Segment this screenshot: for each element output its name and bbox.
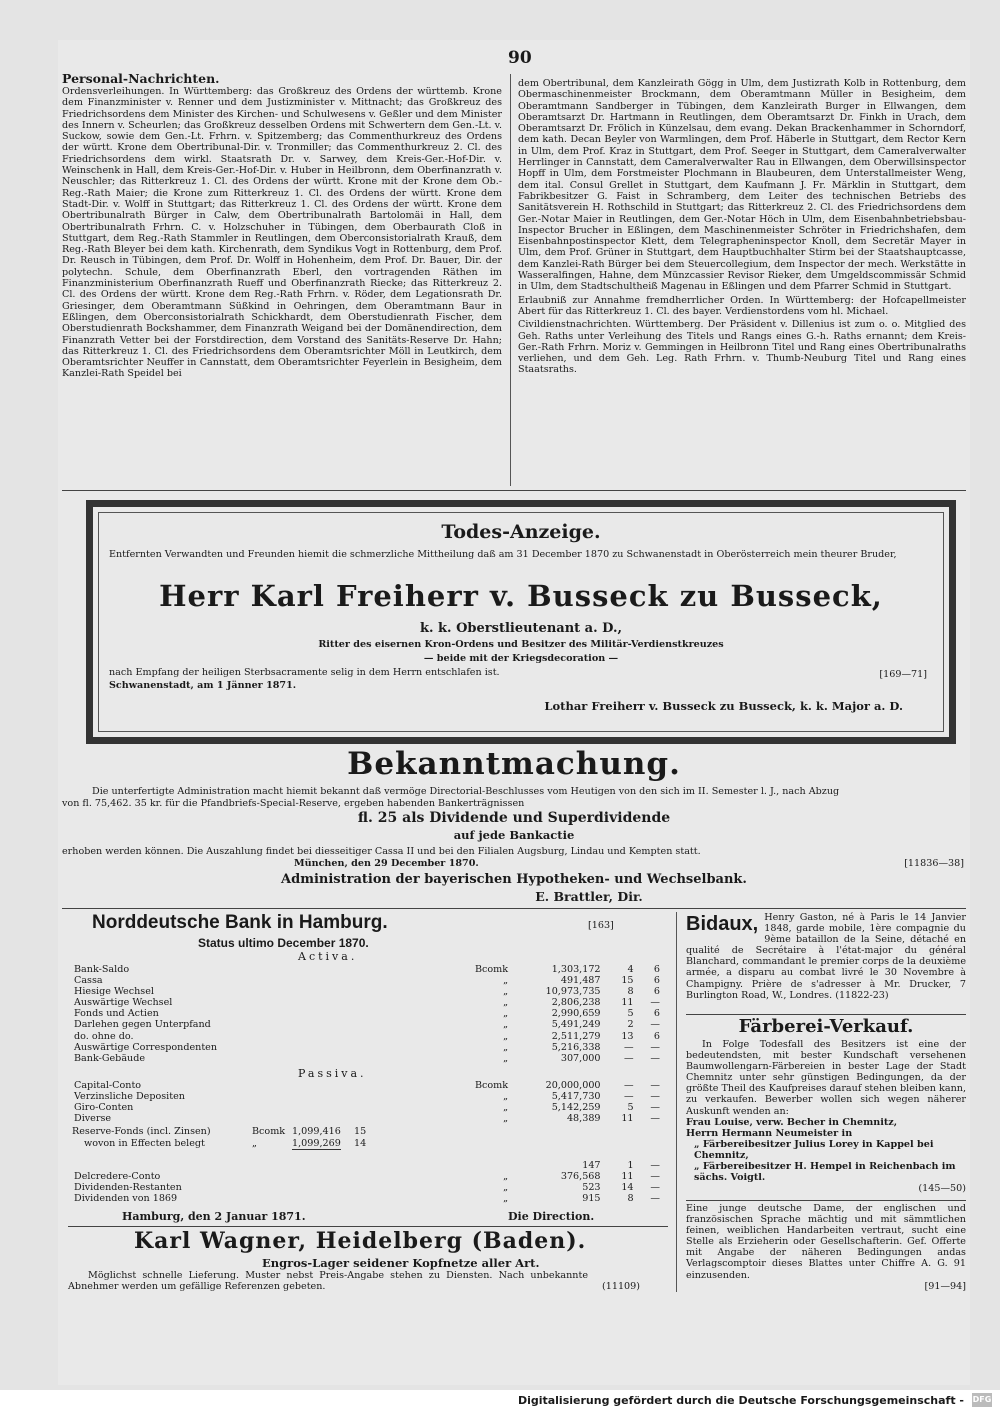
bekanntmachung-title: Bekanntmachung. bbox=[347, 746, 681, 782]
cell-p: — bbox=[650, 1102, 660, 1114]
bekanntmachung-line2: von fl. 75,462. 35 kr. für die Pfandbriefs-Special-Reserve, ergeben habenden Bankerträgnissen bbox=[62, 798, 525, 809]
cell-s: 5 bbox=[627, 1102, 634, 1114]
passiva-table bbox=[72, 1080, 662, 1124]
cell-v: 1,303,172 bbox=[551, 964, 601, 975]
personal-column-left bbox=[62, 72, 502, 486]
deceased-name: Herr Karl Freiherr v. Busseck zu Busseck, bbox=[159, 579, 883, 613]
faerberei-contact-4: „ Färbereibesitzer H. Hempel in Reichenbach im sächs. Voigtl. bbox=[694, 1161, 956, 1184]
death-ref: [169—71] bbox=[879, 669, 927, 680]
cell-v: 5,142,259 bbox=[551, 1102, 601, 1114]
cell-q: Bcomk bbox=[474, 1080, 509, 1091]
table-row bbox=[72, 1171, 662, 1182]
cell-label: Auswärtige Correspondenten bbox=[74, 1041, 218, 1053]
table-row bbox=[72, 1091, 662, 1102]
death-notice-title: Todes-Anzeige. bbox=[441, 521, 601, 543]
rest-table bbox=[72, 1160, 662, 1204]
faerberei-ref: (145—50) bbox=[918, 1183, 966, 1195]
rule-top bbox=[62, 490, 966, 491]
table-row bbox=[72, 1113, 662, 1124]
bekanntmachung-line1: Die unterfertigte Administration macht hiemit bekannt daß vermöge Directorial-Beschlusses vom Heutigen von den sich im II. Semester l. J., nach Abzug bbox=[92, 786, 840, 797]
cell-label: Verzinsliche Depositen bbox=[74, 1091, 185, 1103]
activa-heading: Activa. bbox=[298, 950, 358, 963]
cell-v: 2,990,659 bbox=[551, 1008, 601, 1020]
cell-v: 147 bbox=[582, 1160, 601, 1171]
dfg-logo: DFG bbox=[972, 1393, 992, 1407]
cell-p: — bbox=[650, 1052, 660, 1064]
cell-v: 491,487 bbox=[560, 975, 601, 987]
cell-q: „ bbox=[503, 1052, 509, 1064]
cell-s: 11 bbox=[621, 1113, 634, 1125]
bekanntmachung-line3: erhoben werden können. Die Auszahlung findet bei diesseitiger Cassa II und bei den Filialen Augsburg, Lindau und Kempten statt. bbox=[62, 846, 701, 857]
personal-text-right: dem Obertribunal, dem Kanzleirath Gögg in Ulm, dem Justizrath Kolb in Rottenburg, dem Obermaschinenmeister Brockmann, dem Oberamtmann Müller in Besigheim, dem Oberamtmann Sandberger in Tübingen, dem Kanzleirath Burger in Ellwangen, dem Oberamtsarzt Dr. Hartmann in Reutlingen, dem Oberamtsarzt Dr. Finkh in Urach, dem Oberamtsarzt Dr. Frölich in Künzelsau, dem evang. Dekan Brackenhammer in Schorndorf, dem kath. Decan Beyler von Warmlingen, dem Prof. Häberle in Stuttgart, dem Rector Kern in Ulm, dem Prof. Kraz in Stuttgart, dem Prof. Seeger in Stuttgart, dem Cameralverwalter Herrlinger in Cannstatt, dem Cameralverwalter Rau in Ellwangen, dem Oberwillsinspector Hopff in Ulm, dem Forstmeister Plochmann in Blaubeuren, dem Unterstallmeister Weng, dem ital. Consul Grellet in Stuttgart, dem Kaufmann J. Fr. Märklin in Stuttgart, dem Fabrikbesitzer G. Faist in Schramberg, dem Leiter des technischen Betriebs des Sanitätsverein H. Rothschild in Stuttgart; das Ritterkreuz 2. Cl. des Friedrichsordens dem Ger.-Notar Maier in Reutlingen, dem Ger.-Notar Höch in Ulm, dem Eisenbahnbetriebsbau-Inspector Brucher in Eßlingen, dem Maschinenmeister Schröter in Friedrichshafen, dem Eisenbahnpostinspector Klett, dem Telegrapheninspector Knoll, dem Secretär Mayer in Ulm, dem Prof. Grüner in Stuttgart, dem Hauptbuchhalter Stirm bei der Staatshauptcasse, dem Kanzlei-Rath Bürger bei dem Steuercollegium, dem Inspector der mech. Werkstätte in Wasseralfingen, Hahne, dem Münzcassier Revisor Rieker, dem Umgeldscommissär Schmid in Ulm, dem Stadtschultheiß Magenau in Eßlingen und dem Pfarrer Schmid in Stuttgart. bbox=[518, 78, 966, 293]
cell-v: 2,806,238 bbox=[551, 997, 601, 1009]
wovon-value: 1,099,269 bbox=[292, 1138, 341, 1149]
cell-s: 8 bbox=[627, 986, 634, 998]
rule-middle bbox=[62, 908, 966, 909]
table-row bbox=[72, 1182, 662, 1193]
dividend-amount: fl. 25 als Dividende und Superdividende bbox=[357, 810, 671, 826]
table-row bbox=[72, 1008, 662, 1019]
cell-s: 2 bbox=[627, 1019, 634, 1031]
right-column-divider bbox=[676, 912, 677, 1292]
personal-column-right bbox=[518, 78, 966, 486]
cell-label: Hiesige Wechsel bbox=[74, 986, 154, 998]
table-row bbox=[72, 975, 662, 986]
cell-label: Darlehen gegen Unterpfand bbox=[74, 1019, 211, 1031]
personal-text-left: Ordensverleihungen. In Württemberg: das Großkreuz des Ordens der württemb. Krone dem Finanzminister v. Renner und dem Justizminister v. Mittnacht; das Großkreuz des Friedrichsordens dem Minister des Kirchen- und Schulwesens v. Geßler und dem Minister des Innern v. Scheurlen; das Großkreuz desselben Ordens mit Schwertern dem Gen.-Lt. v. Suckow, sowie dem Gen.-Lt. Frhrn. v. Spitzemberg; das Commenthurkreuz des Ordens der württ. Krone dem Obertribunal-Dir. v. Tronmiller; das Commenthurkreuz 2. Cl. des Friedrichsordens dem wirkl. Staatsrath Dr. v. Sarwey, dem Kreis-Ger.-Hof-Dir. v. Weinschenk in Hall, dem Kreis-Ger.-Hof-Dir. v. Huber in Heilbronn, dem Oberfinanzrath v. Neuschler; das Ritterkreuz 1. Cl. des Ordens der württ. Krone mit der Krone dem Ob.-Reg.-Rath Maier; die Krone zum Ritterkreuz 1. Cl. des Ordens der württ. Krone dem Stadt-Dir. v. Wolff in Stuttgart; das Ritterkreuz 1. Cl. des Ordens der württ. Krone dem Obertribunalrath Bürger in Calw, dem Obertribunalrath Bartolomäi in Hall, dem Obertribunalrath Frhrn. C. v. Holzschuher in Tübingen, dem Oberbaurath Cloß in Stuttgart, dem Reg.-Rath Stammler in Reutlingen, dem Oberconsistorialrath Krauß, dem Reg.-Rath Bleyer bei dem kath. Kirchenrath, dem Syndikus Vogt in Rottenburg, dem Prof. Dr. Reusch in Tübingen, dem Prof. Dr. Wolff in Hohenheim, dem Prof. Dr. Bauer, Dir. der polytechn. Schule, dem Oberfinanzrath Eberl, den vortragenden Räthen im Finanzministerium Oberfinanzrath Rueff und Oberfinanzrath Riecke; das Ritterkreuz 2. Cl. des Ordens der württ. Krone dem Reg.-Rath Frhrn. v. Röder, dem Legationsrath Dr. Griesinger, dem Oberamtmann Süßkind in Oehringen, dem Oberamtmann Baur in Eßlingen, dem Oberconsistorialrath Schickhardt, dem Oberstudienrath Fischer, dem Oberstudienrath Bockshammer, dem Finanzrath Weigand bei der Domänendirection, dem Finanzrath Vetter bei der Forstdirection, dem Vorstand des Sanitäts-Reserve Dr. Hahn; das Ritterkreuz 1. Cl. des Friedrichsordens dem Oberamtsrichter Möll in Leutkirch, dem Oberamtsrichter Neuffer in Cannstatt, dem Oberamtsrichter Feyerlein in Besigheim, dem Kanzlei-Rath Speidel bei bbox=[62, 86, 502, 380]
bidaux-name: Bidaux, bbox=[686, 913, 759, 935]
cell-q: „ bbox=[503, 1091, 509, 1103]
cell-p: 6 bbox=[653, 1030, 660, 1042]
bank-status: Status ultimo December 1870. bbox=[198, 936, 369, 950]
faerberei-rule bbox=[686, 1200, 966, 1201]
cell-s: 11 bbox=[621, 1171, 634, 1183]
bank-statement bbox=[62, 910, 672, 1262]
erlaubnis-text: Erlaubniß zur Annahme fremdherrlicher Orden. In Württemberg: der Hofcapellmeister Abert für das Ritterkreuz 1. Cl. des bayer. Verdienstordens vom hl. Michael. bbox=[518, 294, 966, 317]
cell-q: „ bbox=[503, 1030, 509, 1042]
cell-p: — bbox=[650, 1113, 660, 1125]
cell-v: 20,000,000 bbox=[545, 1080, 601, 1091]
bank-ref: [163] bbox=[588, 920, 614, 931]
wagner-text: Möglichst schnelle Lieferung. Muster nebst Preis-Angabe stehen zu Diensten. Nach unbekannte Abnehmer werden um gefällige Referenzen gebeten. bbox=[68, 1270, 588, 1292]
cell-v: 376,568 bbox=[560, 1171, 601, 1183]
table-row bbox=[72, 1080, 662, 1091]
table-row bbox=[72, 1102, 662, 1113]
deceased-orders: Ritter des eisernen Kron-Ordens und Besitzer des Militär-Verdienstkreuzes bbox=[318, 639, 724, 650]
cell-label: Bank-Gebäude bbox=[74, 1052, 146, 1064]
cell-label: Giro-Conten bbox=[74, 1102, 134, 1114]
cell-label: Auswärtige Wechsel bbox=[74, 997, 173, 1009]
cell-p: 6 bbox=[653, 1008, 660, 1020]
faerberei-contact-2: Herrn Hermann Neumeister in bbox=[686, 1127, 853, 1139]
table-row bbox=[72, 986, 662, 997]
cell-q: „ bbox=[503, 1182, 509, 1194]
cell-s: 13 bbox=[621, 1030, 634, 1042]
bekanntmachung-ref: [11836—38] bbox=[904, 858, 964, 869]
cell-q: „ bbox=[503, 1041, 509, 1053]
table-row bbox=[72, 1042, 662, 1053]
reserve-unit: Bcomk bbox=[252, 1126, 286, 1137]
cell-q: „ bbox=[503, 1019, 509, 1031]
wovon-schilling: 14 bbox=[354, 1138, 367, 1149]
cell-label: Dividenden von 1869 bbox=[74, 1193, 178, 1205]
cell-s: 14 bbox=[621, 1182, 634, 1194]
cell-p: — bbox=[650, 1171, 660, 1183]
cell-s: — bbox=[623, 1041, 634, 1053]
bidaux-text: Henry Gaston, né à Paris le 14 Janvier 1848, garde mobile, 1ère compagnie du 9ème bataillon de la Seine, détaché en qualité de Secrétaire à l'état-major du général Blanchard, commandant le premier corps de la deuxième armée, a disparu au combat livré le 30 Novembre à Champigny. Prière de s'adresser à Mr. Drucker, 7 Burlington Road, W., Londres. bbox=[686, 912, 966, 1001]
cell-label: do. ohne do. bbox=[74, 1030, 134, 1042]
cell-p: 6 bbox=[653, 964, 660, 975]
cell-p: 6 bbox=[653, 986, 660, 998]
cell-p: — bbox=[650, 1182, 660, 1194]
cell-p: 6 bbox=[653, 975, 660, 987]
table-row bbox=[72, 997, 662, 1008]
cell-label bbox=[72, 1160, 297, 1171]
digitization-footer bbox=[0, 1390, 1000, 1413]
newspaper-page bbox=[58, 40, 970, 1385]
cell-s: 4 bbox=[627, 964, 634, 975]
wagner-title: Karl Wagner, Heidelberg (Baden). bbox=[134, 1228, 587, 1254]
death-notice-inner-frame bbox=[98, 512, 944, 732]
faerberei-contact-3: „ Färbereibesitzer Julius Lorey in Kappel bei Chemnitz, bbox=[694, 1138, 934, 1161]
bank-bottom-rule bbox=[68, 1226, 668, 1227]
bank-place-date: Hamburg, den 2 Januar 1871. bbox=[122, 1210, 306, 1223]
table-row bbox=[72, 1019, 662, 1030]
bekanntmachung-date: München, den 29 December 1870. bbox=[294, 858, 479, 869]
civil-text: Civildienstnachrichten. Württemberg. Der Präsident v. Dillenius ist zum o. o. Mitglied des Geh. Raths unter Verleihung des Titels und Rangs eines G.-h. Raths ernannt; dem Kreis-Ger.-Rath Frhrn. Moriz v. Gemmingen in Heilbronn Titel und Rang eines Obertribunalraths verliehen, und dem Geh. Leg. Rath Frhrn. v. Thumb-Neuburg Titel und Rang eines Staatsraths. bbox=[518, 319, 966, 376]
cell-label: Dividenden-Restanten bbox=[74, 1182, 182, 1194]
wovon-label: wovon in Effecten belegt bbox=[84, 1138, 205, 1149]
cell-label: Diverse bbox=[74, 1113, 112, 1125]
cell-p: — bbox=[650, 1080, 660, 1091]
bekanntmachung-director: E. Brattler, Dir. bbox=[535, 889, 643, 904]
cell-q: „ bbox=[503, 975, 509, 987]
activa-table bbox=[72, 964, 662, 1064]
table-row bbox=[72, 1160, 662, 1171]
cell-v: 10,973,735 bbox=[545, 986, 601, 998]
cell-p: — bbox=[650, 1041, 660, 1053]
cell-v: 48,389 bbox=[566, 1113, 601, 1125]
bank-title: Norddeutsche Bank in Hamburg. bbox=[92, 912, 388, 933]
cell-p: — bbox=[650, 1160, 660, 1171]
cell-s: 8 bbox=[627, 1193, 634, 1205]
cell-label: Capital-Conto bbox=[74, 1080, 142, 1091]
death-signature: Lothar Freiherr v. Busseck zu Busseck, k. k. Major a. D. bbox=[544, 699, 903, 713]
cell-q: „ bbox=[503, 1102, 509, 1114]
table-row bbox=[72, 1031, 662, 1042]
faerberei-contact-1: Frau Louise, verw. Becher in Chemnitz, bbox=[686, 1116, 898, 1128]
wagner-subtitle: Engros-Lager seidener Kopfnetze aller Art. bbox=[262, 1256, 540, 1270]
cell-v: 307,000 bbox=[560, 1052, 601, 1064]
deceased-rank: k. k. Oberstlieutenant a. D., bbox=[419, 621, 623, 636]
cell-label: Fonds und Actien bbox=[74, 1008, 159, 1020]
faerberei-title: Färberei-Verkauf. bbox=[738, 1016, 914, 1037]
cell-s: 11 bbox=[621, 997, 634, 1009]
cell-q: „ bbox=[503, 997, 509, 1009]
bidaux-rule bbox=[686, 1014, 966, 1015]
table-row bbox=[72, 1053, 662, 1064]
cell-q: „ bbox=[503, 1008, 509, 1020]
faerberei-text: In Folge Todesfall des Besitzers ist eine der bedeutendsten, mit bester Kundschaft versehenen Baumwollengarn-Färbereien in bester Lage der Stadt Chemnitz unter sehr günstigen Bedingungen, da der größte Theil des Kaufpreises darauf stehen bleiben kann, zu verkaufen. Bewerber wollen sich wegen näherer Auskunft wenden an: bbox=[686, 1039, 966, 1117]
cell-s: 1 bbox=[627, 1160, 634, 1171]
deceased-decoration: — beide mit der Kriegsdecoration — bbox=[423, 653, 619, 664]
cell-p: — bbox=[650, 1019, 660, 1031]
cell-s: — bbox=[623, 1052, 634, 1064]
passiva-heading: Passiva. bbox=[298, 1067, 367, 1080]
bidaux-advert bbox=[686, 912, 966, 1001]
cell-v: 5,216,338 bbox=[551, 1041, 601, 1053]
cell-q: „ bbox=[503, 1171, 509, 1183]
bekanntmachung-admin: Administration der bayerischen Hypotheken- und Wechselbank. bbox=[281, 872, 747, 887]
cell-v: 5,417,730 bbox=[551, 1091, 601, 1103]
cell-q bbox=[297, 1160, 511, 1171]
wagner-advert bbox=[62, 1228, 672, 1292]
footer-text: Digitalisierung gefördert durch die Deutsche Forschungsgemeinschaft - bbox=[517, 1394, 964, 1407]
cell-s: — bbox=[623, 1080, 634, 1091]
cell-q: „ bbox=[503, 1193, 509, 1205]
cell-p: — bbox=[650, 1091, 660, 1103]
cell-s: 15 bbox=[621, 975, 634, 987]
cell-label: Delcredere-Conto bbox=[74, 1171, 161, 1183]
cell-v: 523 bbox=[582, 1182, 601, 1194]
cell-v: 915 bbox=[582, 1193, 601, 1205]
wovon-unit: „ bbox=[252, 1138, 257, 1149]
cell-q: „ bbox=[503, 1113, 509, 1125]
dame-text: Eine junge deutsche Dame, der englischen und französischen Sprache mächtig und mit sämmtlichen feinen, weiblichen Handarbeiten vertraut, sucht eine Stelle als Erzieherin oder Gesellschafterin. Gef. Offerte mit Angabe der näheren Bedingungen andas Verlagscomptoir dieses Blattes unter Chiffre A. G. 91 einzusenden. bbox=[686, 1203, 966, 1281]
table-row bbox=[72, 1193, 662, 1204]
page-number: 90 bbox=[508, 48, 532, 68]
cell-s: — bbox=[623, 1091, 634, 1103]
cell-v: 2,511,279 bbox=[551, 1030, 601, 1042]
cell-q: „ bbox=[503, 986, 509, 998]
table-row bbox=[72, 964, 662, 975]
cell-label: Cassa bbox=[74, 975, 103, 987]
column-divider bbox=[510, 74, 511, 486]
death-notice-box bbox=[86, 500, 956, 744]
reserve-label: Reserve-Fonds (incl. Zinsen) bbox=[72, 1126, 211, 1137]
personal-title: Personal-Nachrichten. bbox=[62, 72, 220, 86]
reserve-value: 1,099,416 bbox=[292, 1126, 341, 1137]
death-notice-intro: Entfernten Verwandten und Freunden hiemit die schmerzliche Mittheilung daß am 31 December 1870 zu Schwanenstadt in Oberösterreich mein theurer Bruder, bbox=[109, 549, 897, 560]
death-sacraments: nach Empfang der heiligen Sterbsacramente selig in dem Herrn entschlafen ist. bbox=[109, 667, 500, 678]
cell-s: 5 bbox=[627, 1008, 634, 1020]
death-place-date: Schwanenstadt, am 1 Jänner 1871. bbox=[109, 680, 297, 691]
cell-q: Bcomk bbox=[474, 964, 509, 975]
wagner-ref: (11109) bbox=[602, 1281, 641, 1292]
cell-label: Bank-Saldo bbox=[74, 964, 130, 975]
cell-v: 5,491,249 bbox=[551, 1019, 601, 1031]
faerberei-advert bbox=[686, 1016, 966, 1194]
dame-ref: [91—94] bbox=[924, 1280, 966, 1292]
reserve-schilling: 15 bbox=[354, 1126, 367, 1137]
dame-advert bbox=[686, 1203, 966, 1292]
bank-signature: Die Direction. bbox=[508, 1210, 595, 1223]
cell-p: — bbox=[650, 997, 660, 1009]
bidaux-ref: (11822-23) bbox=[835, 989, 889, 1001]
dividend-per-share: auf jede Bankactie bbox=[453, 828, 575, 842]
cell-p: — bbox=[650, 1193, 660, 1205]
